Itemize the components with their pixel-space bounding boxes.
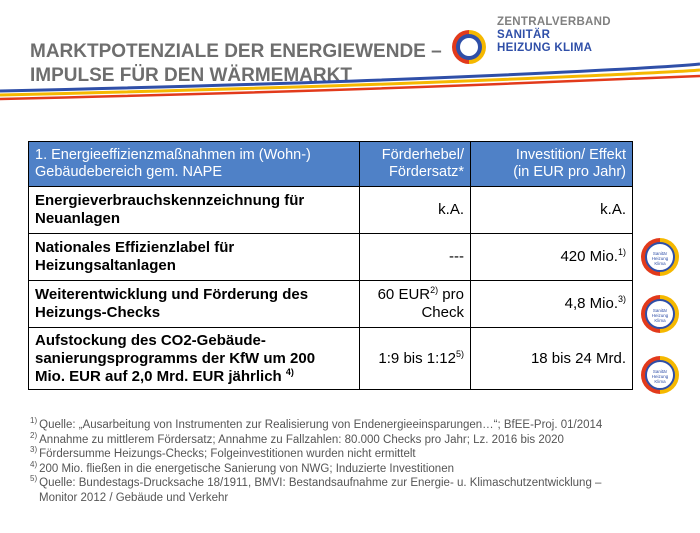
- measure-line: Energieverbrauchskennzeichnung für: [35, 192, 305, 209]
- header-measure-line1: 1. Energieeffizienzmaßnahmen im (Wohn-): [35, 147, 311, 163]
- header-effect-line2: (in EUR pro Jahr): [513, 164, 626, 180]
- header-measure-line2: Gebäudebereich gem. NAPE: [35, 164, 222, 180]
- effect-cell: [471, 281, 633, 328]
- effect-footnote-ref: 1): [617, 247, 626, 257]
- lever-value-suffix: pro: [438, 286, 464, 303]
- badge-line2: Heizung: [651, 374, 669, 379]
- header-effect: [471, 142, 633, 187]
- badge-line3: Klima: [654, 261, 666, 266]
- measure-line: Mio. EUR auf 2,0 Mrd. EUR jährlich: [35, 367, 282, 385]
- footnote-number: 5): [30, 474, 38, 484]
- badge-text: [645, 242, 675, 272]
- footnote-number: 4): [30, 459, 38, 469]
- effect-cell: k.A.: [471, 187, 633, 234]
- measure-line: Heizungsaltanlagen: [35, 257, 176, 274]
- footnote-number: 1): [30, 416, 38, 426]
- badge-line3: Klima: [654, 318, 666, 323]
- footnote-text: Annahme zu mittlerem Fördersatz; Annahme zu Fallzahlen: 80.000 Checks pro Jahr; Lz. 2016 bis 2020: [39, 433, 564, 446]
- badge-line3: Klima: [654, 379, 666, 384]
- effect-value: 4,8 Mio.: [564, 295, 618, 312]
- effect-value: 420 Mio.: [560, 248, 618, 265]
- page-title-line1: MARKTPOTENZIALE DER ENERGIEWENDE –: [30, 41, 442, 62]
- badge-line2: Heizung: [651, 313, 669, 318]
- measure-cell: [29, 187, 360, 234]
- shk-badge-icon: [641, 238, 679, 276]
- badge-line2: Heizung: [651, 256, 669, 261]
- logo-wordmark: [497, 16, 611, 55]
- logo-line3: HEIZUNG KLIMA: [497, 42, 593, 54]
- footnote: [30, 476, 680, 491]
- effect-footnote-ref: 3): [617, 294, 626, 304]
- measure-cell: [29, 234, 360, 281]
- header-measure: [29, 142, 360, 187]
- footnote-continuation: [30, 491, 680, 506]
- header-lever: [360, 142, 471, 187]
- measures-table: [28, 141, 633, 390]
- page-title-line2: IMPULSE FÜR DEN WÄRMEMARKT: [30, 65, 352, 86]
- logo-line2: SANITÄR: [497, 29, 551, 41]
- table-row: [29, 234, 633, 281]
- measure-footnote-ref: 4): [285, 366, 294, 377]
- lever-cell: [360, 281, 471, 328]
- footnotes: [30, 418, 680, 505]
- badge-text: [645, 299, 675, 329]
- effect-cell: 18 bis 24 Mrd.: [471, 328, 633, 390]
- lever-footnote-ref: 2): [430, 285, 439, 295]
- header-lever-line2: Fördersatz*: [389, 164, 464, 180]
- shk-badge-icon: [641, 295, 679, 333]
- footnote-text: Fördersumme Heizungs-Checks; Folgeinvestitionen wurden nicht ermittelt: [39, 448, 416, 460]
- footnote-number: 3): [30, 445, 38, 455]
- table-row: [29, 328, 633, 390]
- measure-cell: [29, 281, 360, 328]
- effect-cell: [471, 234, 633, 281]
- zvshk-logo-icon: [452, 30, 486, 64]
- table-row: [29, 281, 633, 328]
- lever-cell: k.A.: [360, 187, 471, 234]
- header-swoosh-lines: [0, 62, 700, 102]
- measure-cell: [29, 328, 360, 390]
- footnote-text: Quelle: Bundestags-Drucksache 18/1911, BMVI: Bestandsaufnahme zur Energie- u. Klimaschutzentwicklung –: [39, 477, 602, 489]
- measure-line: Nationales Effizienzlabel für: [35, 239, 235, 256]
- header-lever-line1: Förderhebel/: [381, 147, 464, 163]
- header-effect-line1: Investition/ Effekt: [515, 147, 626, 163]
- table-header-row: [29, 142, 633, 187]
- badge-line1: Sanitär: [652, 308, 668, 313]
- lever-value: 60 EUR: [377, 286, 431, 303]
- measure-line: Heizungs-Checks: [35, 304, 161, 321]
- badge-line1: Sanitär: [652, 251, 668, 256]
- logo-line1: ZENTRALVERBAND: [497, 16, 611, 28]
- footnote: [30, 459, 680, 477]
- badge-text: [645, 360, 675, 390]
- lever-cell: ---: [360, 234, 471, 281]
- lever-value-line2: Check: [421, 304, 464, 321]
- lever-value: 1:9 bis 1:12: [378, 349, 456, 367]
- footnote-text: 200 Mio. fließen in die energetische Sanierung von NWG; Induzierte Investitionen: [39, 462, 454, 475]
- footnote-number: 2): [30, 430, 38, 440]
- shk-badge-icon: [641, 356, 679, 394]
- badge-line1: Sanitär: [652, 369, 668, 374]
- table-row: [29, 187, 633, 234]
- footnote-text: Monitor 2012 / Gebäude und Verkehr: [39, 491, 229, 504]
- footnote-text: Quelle: „Ausarbeitung von Instrumenten zur Realisierung von Endenergieeinsparungen…“; BfEE-Proj. 01/2014: [39, 419, 603, 431]
- lever-footnote-ref: 5): [455, 348, 464, 359]
- measure-line: Aufstockung des CO2-Gebäude-: [35, 331, 266, 349]
- footnote: [30, 418, 680, 433]
- measure-line: Weiterentwicklung und Förderung des: [35, 286, 309, 303]
- footnote: [30, 447, 680, 462]
- lever-cell: [360, 328, 471, 390]
- measure-line: Neuanlagen: [35, 210, 121, 227]
- footnote: [30, 430, 680, 448]
- measure-line: sanierungsprogramms der KfW um 200: [35, 349, 316, 367]
